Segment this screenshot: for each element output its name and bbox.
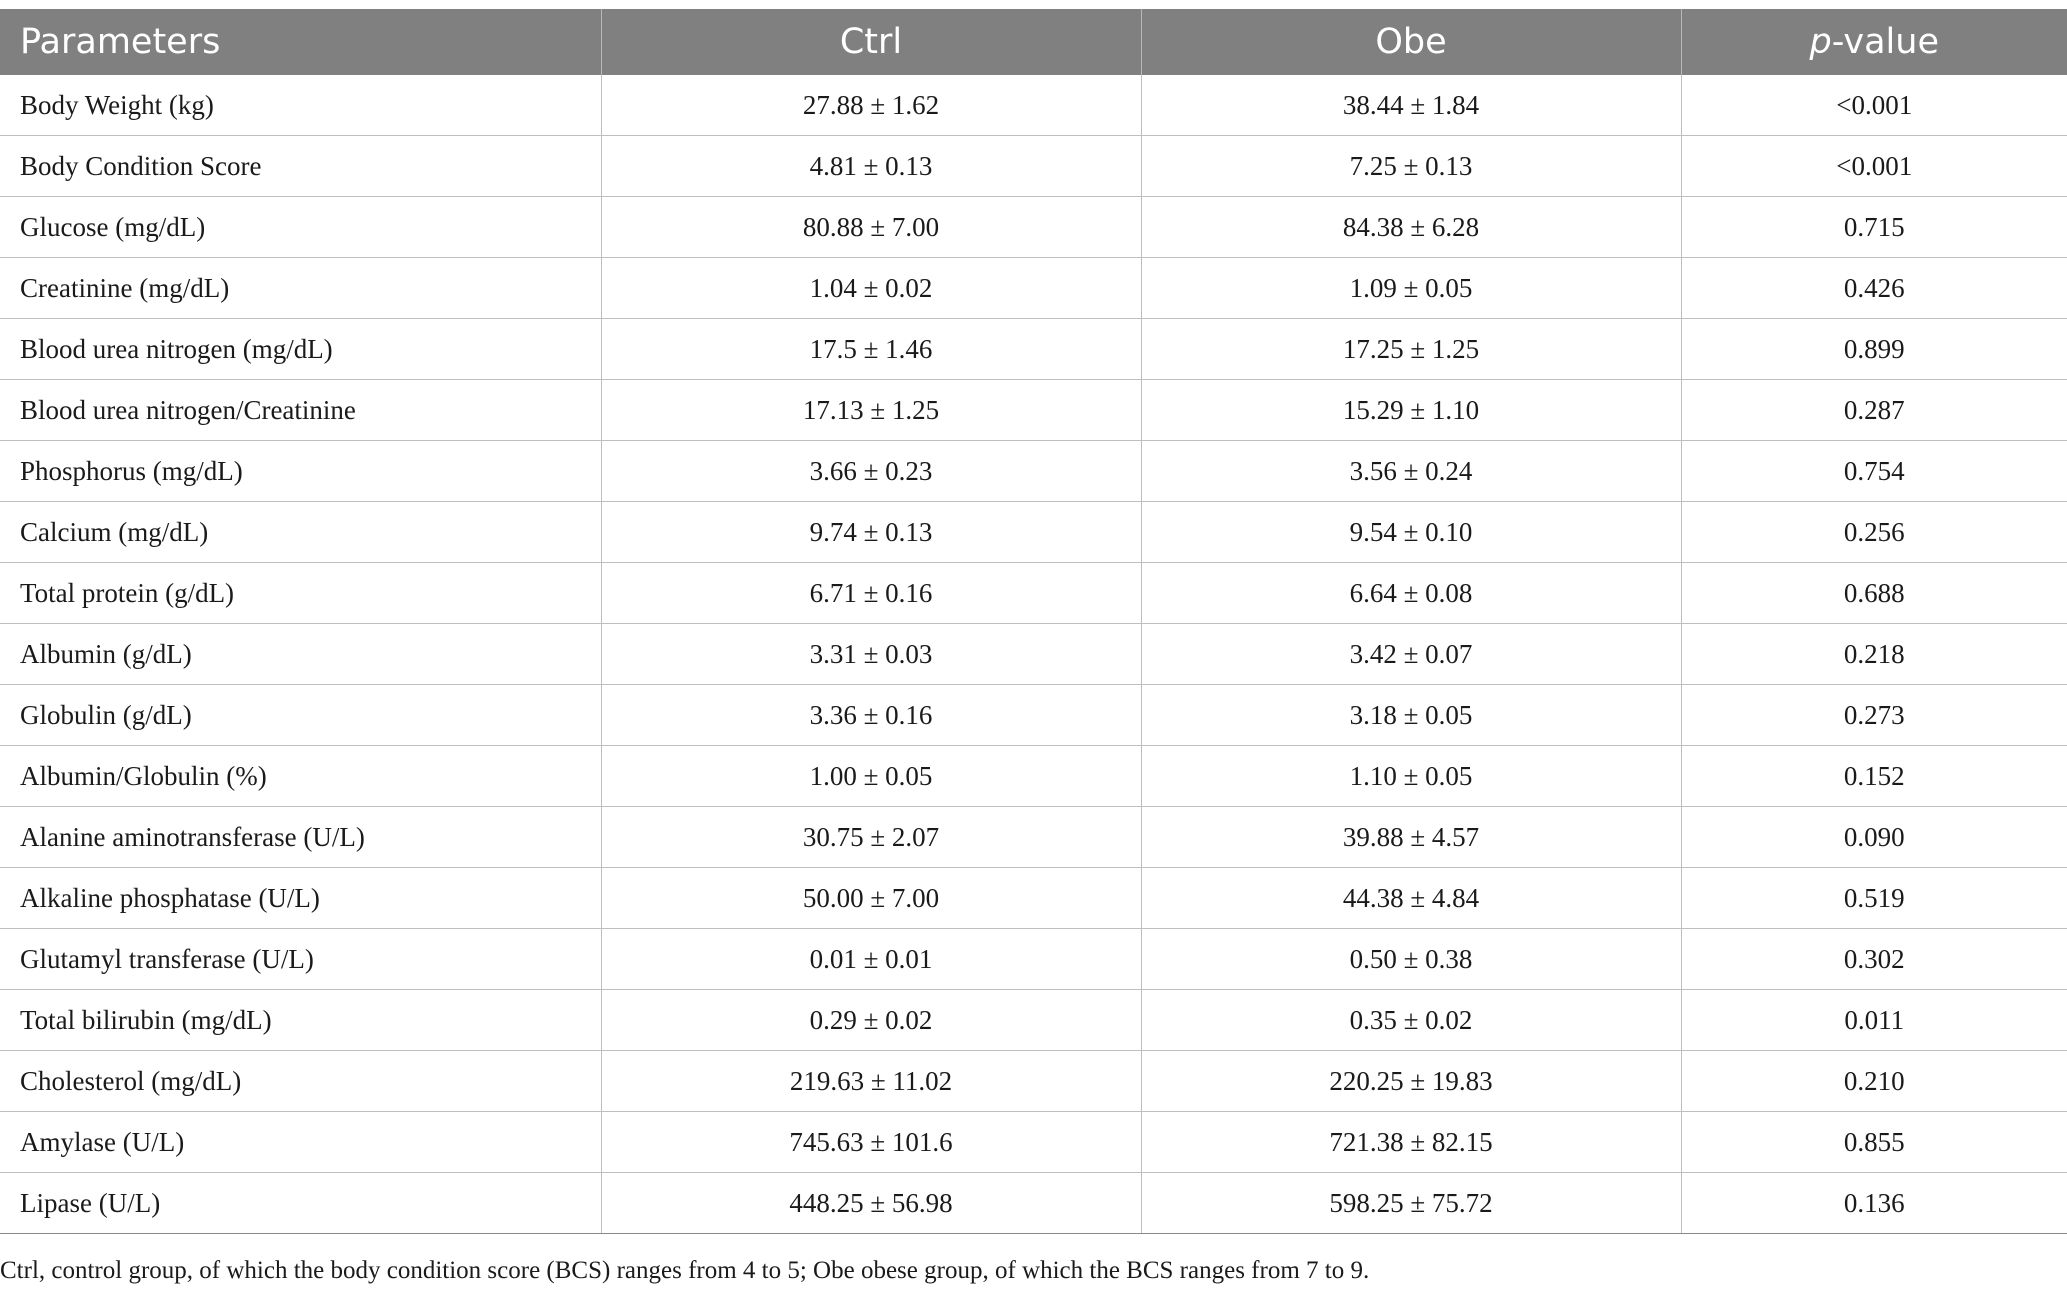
obe-value-cell: 721.38 ± 82.15 — [1141, 1112, 1681, 1173]
ctrl-value-cell: 3.36 ± 0.16 — [601, 685, 1141, 746]
parameter-cell: Albumin (g/dL) — [0, 624, 601, 685]
table-row — [0, 136, 2067, 197]
parameter-cell: Albumin/Globulin (%) — [0, 746, 601, 807]
parameter-cell: Creatinine (mg/dL) — [0, 258, 601, 319]
obe-value-cell: 17.25 ± 1.25 — [1141, 319, 1681, 380]
ctrl-value-cell: 17.5 ± 1.46 — [601, 319, 1141, 380]
parameter-cell: Lipase (U/L) — [0, 1173, 601, 1234]
parameter-cell: Alanine aminotransferase (U/L) — [0, 807, 601, 868]
ctrl-value-cell: 0.01 ± 0.01 — [601, 929, 1141, 990]
obe-value-cell: 9.54 ± 0.10 — [1141, 502, 1681, 563]
p-value-cell: 0.152 — [1681, 746, 2067, 807]
table-row — [0, 868, 2067, 929]
p-value-cell: 0.855 — [1681, 1112, 2067, 1173]
obe-value-cell: 6.64 ± 0.08 — [1141, 563, 1681, 624]
obe-value-cell: 7.25 ± 0.13 — [1141, 136, 1681, 197]
table-row — [0, 624, 2067, 685]
table-row — [0, 197, 2067, 258]
table-row — [0, 441, 2067, 502]
ctrl-value-cell: 448.25 ± 56.98 — [601, 1173, 1141, 1234]
parameters-table — [0, 9, 2067, 1234]
header-row — [0, 9, 2067, 75]
parameter-cell: Body Condition Score — [0, 136, 601, 197]
obe-value-cell: 84.38 ± 6.28 — [1141, 197, 1681, 258]
ctrl-value-cell: 745.63 ± 101.6 — [601, 1112, 1141, 1173]
table-row — [0, 746, 2067, 807]
obe-value-cell: 220.25 ± 19.83 — [1141, 1051, 1681, 1112]
p-value-cell: <0.001 — [1681, 136, 2067, 197]
obe-value-cell: 44.38 ± 4.84 — [1141, 868, 1681, 929]
table-header — [0, 9, 2067, 75]
table-row — [0, 319, 2067, 380]
obe-value-cell: 598.25 ± 75.72 — [1141, 1173, 1681, 1234]
table-row — [0, 1051, 2067, 1112]
parameter-cell: Globulin (g/dL) — [0, 685, 601, 746]
header-p-value — [1681, 9, 2067, 75]
p-value-cell: 0.273 — [1681, 685, 2067, 746]
parameter-cell: Glucose (mg/dL) — [0, 197, 601, 258]
table-row — [0, 929, 2067, 990]
ctrl-value-cell: 0.29 ± 0.02 — [601, 990, 1141, 1051]
p-value-cell: 0.136 — [1681, 1173, 2067, 1234]
ctrl-value-cell: 27.88 ± 1.62 — [601, 75, 1141, 136]
parameter-cell: Total protein (g/dL) — [0, 563, 601, 624]
table-container — [0, 9, 2067, 1234]
p-value-cell: 0.302 — [1681, 929, 2067, 990]
table-row — [0, 563, 2067, 624]
table-row — [0, 502, 2067, 563]
p-value-cell: 0.426 — [1681, 258, 2067, 319]
parameter-cell: Amylase (U/L) — [0, 1112, 601, 1173]
table-row — [0, 1112, 2067, 1173]
parameter-cell: Calcium (mg/dL) — [0, 502, 601, 563]
parameter-cell: Cholesterol (mg/dL) — [0, 1051, 601, 1112]
obe-value-cell: 39.88 ± 4.57 — [1141, 807, 1681, 868]
table-footnote: Ctrl, control group, of which the body condition score (BCS) ranges from 4 to 5; Obe obese group, of which the BCS ranges from 7 to 9. — [0, 1257, 1370, 1284]
obe-value-cell: 0.50 ± 0.38 — [1141, 929, 1681, 990]
obe-value-cell: 1.10 ± 0.05 — [1141, 746, 1681, 807]
table-row — [0, 380, 2067, 441]
obe-value-cell: 3.18 ± 0.05 — [1141, 685, 1681, 746]
parameter-cell: Glutamyl transferase (U/L) — [0, 929, 601, 990]
ctrl-value-cell: 9.74 ± 0.13 — [601, 502, 1141, 563]
parameter-cell: Phosphorus (mg/dL) — [0, 441, 601, 502]
ctrl-value-cell: 3.66 ± 0.23 — [601, 441, 1141, 502]
header-obe: Obe — [1141, 9, 1681, 75]
p-value-cell: 0.754 — [1681, 441, 2067, 502]
obe-value-cell: 3.56 ± 0.24 — [1141, 441, 1681, 502]
obe-value-cell: 15.29 ± 1.10 — [1141, 380, 1681, 441]
ctrl-value-cell: 50.00 ± 7.00 — [601, 868, 1141, 929]
parameter-cell: Blood urea nitrogen/Creatinine — [0, 380, 601, 441]
table-row — [0, 685, 2067, 746]
parameter-cell: Total bilirubin (mg/dL) — [0, 990, 601, 1051]
obe-value-cell: 1.09 ± 0.05 — [1141, 258, 1681, 319]
obe-value-cell: 3.42 ± 0.07 — [1141, 624, 1681, 685]
ctrl-value-cell: 30.75 ± 2.07 — [601, 807, 1141, 868]
table-row — [0, 1173, 2067, 1234]
p-value-cell: 0.519 — [1681, 868, 2067, 929]
ctrl-value-cell: 4.81 ± 0.13 — [601, 136, 1141, 197]
p-value-cell: 0.287 — [1681, 380, 2067, 441]
table-row — [0, 807, 2067, 868]
table-row — [0, 258, 2067, 319]
p-value-cell: 0.090 — [1681, 807, 2067, 868]
p-value-cell: 0.011 — [1681, 990, 2067, 1051]
header-p-rest: -value — [1831, 22, 1939, 62]
p-value-cell: 0.218 — [1681, 624, 2067, 685]
p-value-cell: 0.256 — [1681, 502, 2067, 563]
table-body — [0, 75, 2067, 1234]
ctrl-value-cell: 3.31 ± 0.03 — [601, 624, 1141, 685]
table-row — [0, 990, 2067, 1051]
parameter-cell: Body Weight (kg) — [0, 75, 601, 136]
ctrl-value-cell: 1.04 ± 0.02 — [601, 258, 1141, 319]
p-value-cell: 0.899 — [1681, 319, 2067, 380]
header-parameters: Parameters — [0, 9, 601, 75]
ctrl-value-cell: 1.00 ± 0.05 — [601, 746, 1141, 807]
p-value-cell: 0.715 — [1681, 197, 2067, 258]
ctrl-value-cell: 219.63 ± 11.02 — [601, 1051, 1141, 1112]
parameter-cell: Blood urea nitrogen (mg/dL) — [0, 319, 601, 380]
p-value-cell: 0.688 — [1681, 563, 2067, 624]
parameter-cell: Alkaline phosphatase (U/L) — [0, 868, 601, 929]
ctrl-value-cell: 6.71 ± 0.16 — [601, 563, 1141, 624]
p-value-cell: 0.210 — [1681, 1051, 2067, 1112]
ctrl-value-cell: 17.13 ± 1.25 — [601, 380, 1141, 441]
p-value-cell: <0.001 — [1681, 75, 2067, 136]
header-ctrl: Ctrl — [601, 9, 1141, 75]
table-row — [0, 75, 2067, 136]
obe-value-cell: 0.35 ± 0.02 — [1141, 990, 1681, 1051]
ctrl-value-cell: 80.88 ± 7.00 — [601, 197, 1141, 258]
header-p-italic: p — [1809, 22, 1832, 62]
obe-value-cell: 38.44 ± 1.84 — [1141, 75, 1681, 136]
